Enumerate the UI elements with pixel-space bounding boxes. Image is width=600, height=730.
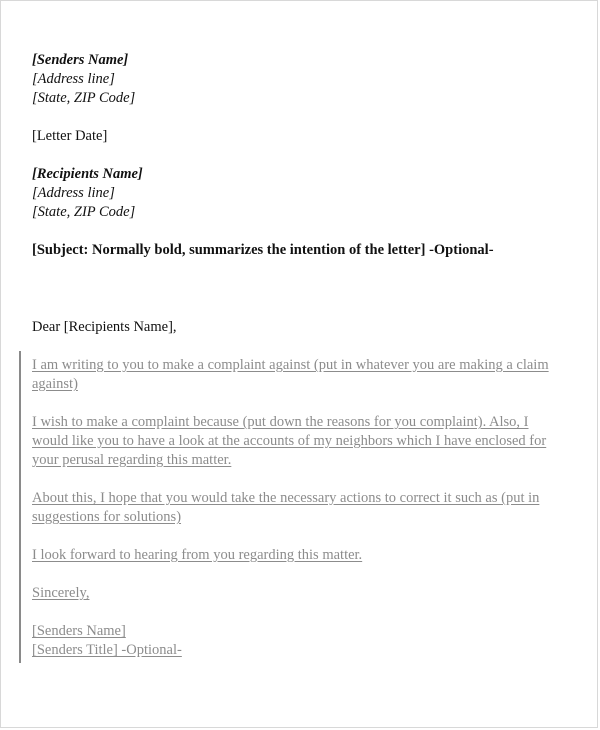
paragraph-3-line-1: About this, I hope that you would take the necessary actions to correct it such as (put in bbox=[32, 490, 540, 506]
paragraph-3-line-2: suggestions for solutions) bbox=[32, 509, 182, 525]
paragraph-2-line-2: would like you to have a look at the accounts of my neighbors which I have enclosed for bbox=[32, 433, 547, 449]
sender-name: [Senders Name] bbox=[32, 52, 129, 68]
subject-line: [Subject: Normally bold, summarizes the intention of the letter] -Optional- bbox=[32, 242, 494, 258]
letter-body bbox=[19, 351, 581, 663]
signature-title: [Senders Title] -Optional- bbox=[32, 642, 182, 658]
letter-date: [Letter Date] bbox=[32, 128, 108, 144]
closing: Sincerely, bbox=[32, 585, 90, 601]
recipient-state-zip: [State, ZIP Code] bbox=[32, 204, 136, 220]
salutation: Dear [Recipients Name], bbox=[32, 319, 177, 335]
paragraph-4-line-1: I look forward to hearing from you regarding this matter. bbox=[32, 547, 363, 563]
sender-address: [Address line] bbox=[32, 71, 115, 87]
sender-state-zip: [State, ZIP Code] bbox=[32, 90, 136, 106]
recipient-address: [Address line] bbox=[32, 185, 115, 201]
signature-name: [Senders Name] bbox=[32, 623, 126, 639]
paragraph-1-line-2: against) bbox=[32, 376, 78, 392]
recipient-name: [Recipients Name] bbox=[32, 166, 143, 182]
paragraph-2-line-3: your perusal regarding this matter. bbox=[32, 452, 232, 468]
paragraph-1-line-1: I am writing to you to make a complaint against (put in whatever you are making a claim bbox=[32, 357, 549, 373]
paragraph-2-line-1: I wish to make a complaint because (put down the reasons for you complaint). Also, I bbox=[32, 414, 529, 430]
